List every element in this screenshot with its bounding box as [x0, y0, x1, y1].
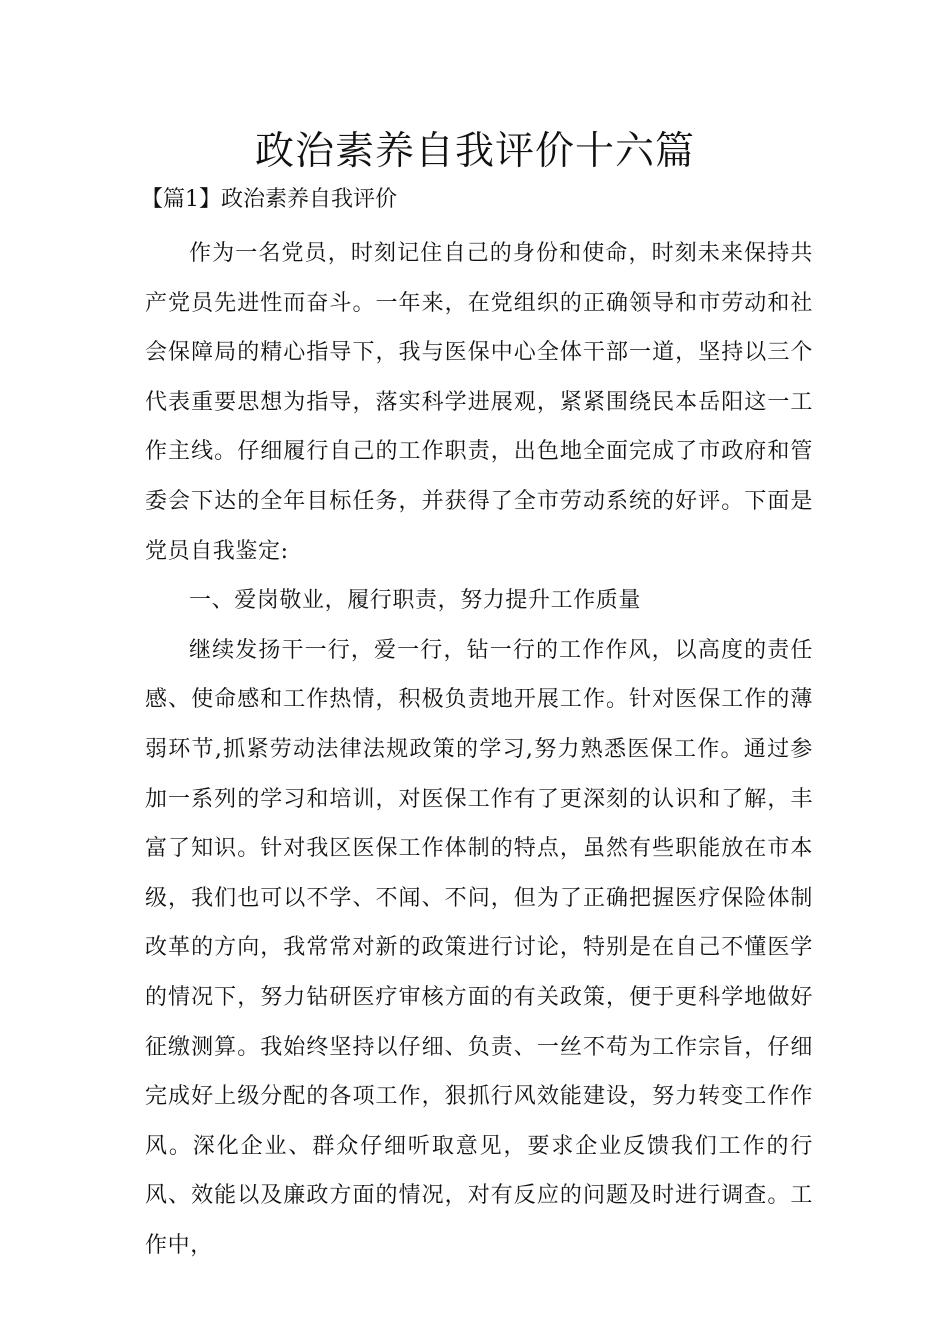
document-body [145, 229, 813, 1270]
document-title: 政治素养自我评价十六篇 [254, 129, 695, 174]
paragraph-intro: 作为一名党员，时刻记住自己的身份和使命，时刻未来保持共产党员先进性而奋斗。一年来，在党组织的正确领导和市劳动和社会保障局的精心指导下，我与医保中心全体干部一道，坚持以三个代表重要思想为指导，落实科学进展观，紧紧围绕民本岳阳这一工作主线。仔细履行自己的工作职责，出色地全面完成了市政府和管委会下达的全年目标任务，并获得了全市劳动系统的好评。下面是党员自我鉴定: [145, 241, 813, 564]
section-heading: 【篇1】政治素养自我评价 [141, 187, 397, 212]
paragraph-heading-1: 一、爱岗敬业，履行职责，努力提升工作质量 [189, 588, 642, 614]
paragraph-work: 继续发扬干一行，爱一行，钻一行的工作作风，以高度的责任感、使命感和工作热情，积极负责地开展工作。针对医保工作的薄弱环节,抓紧劳动法律法规政策的学习,努力熟悉医保工作。通过参加一系列的学习和培训，对医保工作有了更深刻的认识和了解，丰富了知识。针对我区医保工作体制的特点，虽然有些职能放在市本级，我们也可以不学、不闻、不问，但为了正确把握医疗保险体制改革的方向，我常常对新的政策进行讨论，特别是在自己不懂医学的情况下，努力钻研医疗审核方面的有关政策，便于更科学地做好征缴测算。我始终坚持以仔细、负责、一丝不苟为工作宗旨，仔细完成好上级分配的各项工作，狠抓行风效能建设，努力转变工作作风。深化企业、群众仔细听取意见，要求企业反馈我们工作的行风、效能以及廉政方面的情况，对有反应的问题及时进行调查。工作中， [145, 637, 813, 1258]
